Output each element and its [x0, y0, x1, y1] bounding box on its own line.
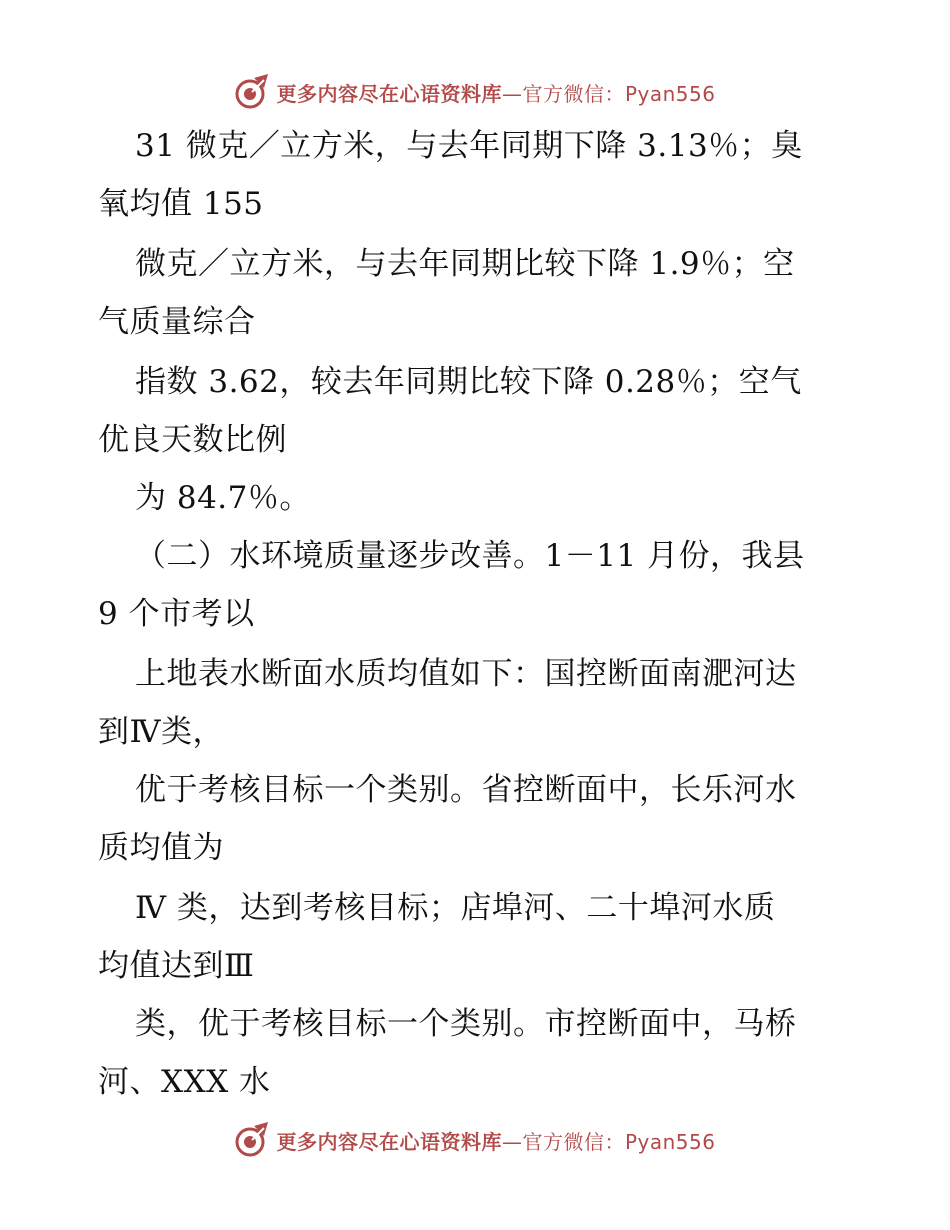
- body-line-13: 质均值为: [98, 830, 224, 866]
- pen-seal-logo-icon: [234, 1122, 270, 1158]
- body-line-4: 气质量综合: [98, 304, 256, 340]
- body-line-7: 为 84.7％。: [135, 480, 311, 516]
- pen-seal-logo-icon: [234, 74, 270, 110]
- body-line-5: 指数 3.62，较去年同期比较下降 0.28％；空气: [135, 364, 802, 400]
- footer-banner: [0, 1120, 950, 1160]
- header-banner-separator: —: [501, 81, 523, 106]
- body-line-16: 类，优于考核目标一个类别。市控断面中，马桥: [135, 1006, 797, 1042]
- header-banner: [0, 72, 950, 112]
- body-line-17: 河、XXX 水: [98, 1064, 271, 1100]
- body-line-12: 优于考核目标一个类别。省控断面中，长乐河水: [135, 772, 797, 808]
- footer-banner-title: 更多内容尽在心语资料库: [276, 1129, 502, 1154]
- body-line-10: 上地表水断面水质均值如下：国控断面南淝河达: [135, 656, 797, 692]
- footer-banner-separator: —: [501, 1129, 523, 1154]
- header-banner-title: 更多内容尽在心语资料库: [276, 81, 502, 106]
- body-line-15: 均值达到Ⅲ: [98, 948, 255, 984]
- body-line-3: 微克／立方米，与去年同期比较下降 1.9％；空: [135, 246, 795, 282]
- header-banner-wechat: 官方微信：Pyan556: [522, 81, 716, 106]
- body-line-8: （二）水环境质量逐步改善。1－11 月份，我县: [135, 538, 805, 574]
- header-banner-text: [276, 78, 715, 107]
- footer-banner-text: [276, 1126, 715, 1155]
- body-line-6: 优良天数比例: [98, 422, 287, 458]
- body-line-14: Ⅳ 类，达到考核目标；店埠河、二十埠河水质: [135, 890, 776, 926]
- body-line-11: 到Ⅳ类，: [98, 714, 224, 750]
- body-line-9: 9 个市考以: [98, 596, 255, 632]
- footer-banner-wechat: 官方微信：Pyan556: [522, 1129, 716, 1154]
- body-line-1: 31 微克／立方米，与去年同期下降 3.13％；臭: [135, 128, 803, 164]
- body-line-2: 氧均值 155: [98, 186, 264, 222]
